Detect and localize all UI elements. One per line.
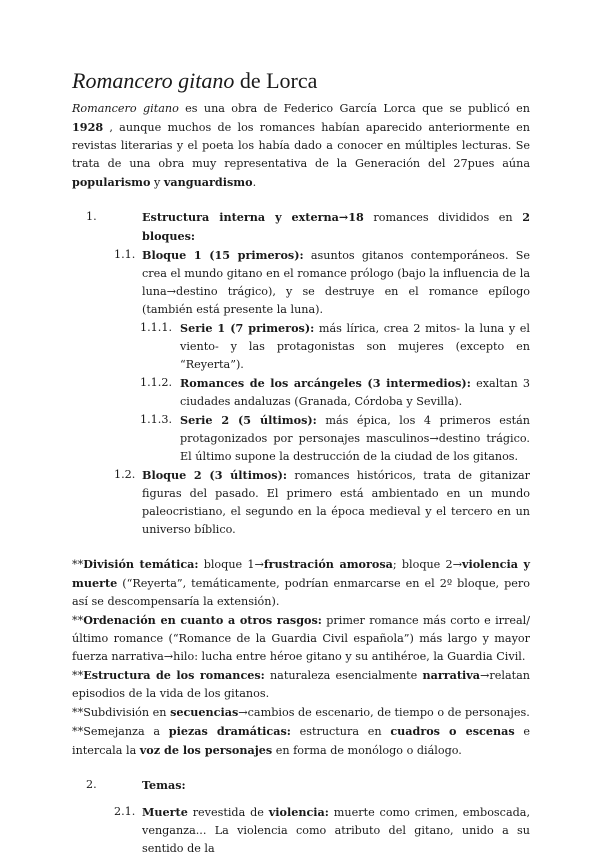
note-5-text-1: estructura en	[290, 725, 391, 738]
note-4-text: →cambios de escenario, de tiempo o de personajes.	[238, 706, 530, 719]
note-4-prefix: **Subdivisión en	[72, 706, 171, 719]
note-estructura-romances	[72, 666, 530, 703]
section-1-1-3-text: más épica, los 4 primeros están protagonizados por personajes masculinos→destino trágico. El último supone la destrucción de la ciudad de los gitanos.	[180, 414, 530, 463]
note-4-secuencias: secuencias	[170, 705, 239, 719]
section-1-1-3-number: 1.1.3.	[140, 413, 173, 426]
section-1-1-1-heading: Serie 1 (7 primeros):	[180, 321, 315, 335]
section-1-heading: Estructura interna y externa→18	[142, 210, 364, 224]
section-1-1-heading: Bloque 1 (15 primeros):	[142, 248, 304, 262]
note-1-text-3: (“Reyerta”, temáticamente, podrían enmarcarse en el 2º bloque, pero así se descompensaría la extensión).	[72, 577, 530, 608]
section-1-1-2-text: exaltan 3 ciudades andaluzas (Granada, Córdoba y Sevilla).	[180, 377, 531, 408]
section-1-1-2-heading: Romances de los arcángeles (3 intermedios):	[180, 376, 471, 390]
section-1-2-number: 1.2.	[114, 468, 136, 481]
section-1-number: 1.	[86, 210, 97, 223]
section-2-1	[72, 803, 530, 858]
intro-vanguardismo: vanguardismo	[163, 175, 253, 189]
section-2-heading: Temas:	[142, 778, 186, 792]
note-division-tematica	[72, 555, 530, 611]
note-3-text-1: naturaleza esencialmente	[264, 669, 423, 682]
note-5-text-3: en forma de monólogo o diálogo.	[272, 744, 462, 757]
section-2-1-number: 2.1.	[114, 805, 136, 818]
intro-text-1: es una obra de Federico García Lorca que se publicó en	[178, 102, 531, 115]
note-2-text: primer romance más corto e irreal/ último romance (“Romance de la Guardia Civil española”) más largo y mayor fuerza narrativa→hilo: lucha entre héroe gitano y su antihéroe, la Guardia Civil.	[72, 614, 530, 663]
section-1-1	[72, 246, 530, 319]
section-1-1-text: asuntos gitanos contemporáneos. Se crea el mundo gitano en el romance prólogo (bajo la influencia de la luna→destino trágico), y se destruye en el romance epílogo (también está presente la luna).	[142, 249, 530, 316]
section-2	[72, 776, 530, 795]
note-1-prefix: **	[72, 558, 84, 571]
section-1-1-2	[72, 374, 530, 411]
note-1-violencia: violencia y muerte	[72, 557, 530, 590]
title-italic: Romancero gitano	[72, 68, 235, 93]
title-rest: de Lorca	[234, 68, 318, 93]
section-1-1-3-heading: Serie 2 (5 últimos):	[180, 413, 317, 427]
note-5-heading: piezas dramáticas:	[168, 724, 291, 738]
note-2-prefix: **	[72, 614, 84, 627]
intro-work-title: Romancero gitano	[72, 102, 179, 115]
note-semejanza	[72, 722, 530, 760]
section-1-1-1	[72, 319, 530, 374]
note-subdivision	[72, 703, 530, 722]
note-3-text-2: →relatan episodios de la vida de los gitanos.	[72, 669, 530, 700]
intro-text-2: , aunque muchos de los romances habían aparecido anteriormente en revistas literarias y el poeta los había dado a conocer en múltiples lecturas. Se trata de una obra muy representativa de la Generación del 27pues aúna	[72, 121, 530, 170]
note-5-cuadros: cuadros o escenas	[390, 724, 515, 738]
section-2-1-text-2: muerte como crimen, emboscada, venganza... La violencia como atributo del gitano, unido a su sentido de la	[142, 806, 530, 855]
section-1-1-number: 1.1.	[114, 248, 136, 261]
intro-year: 1928	[72, 120, 104, 134]
section-1-1-1-text: más lírica, crea 2 mitos- la luna y el viento- y las protagonistas son mujeres (excepto en “Reyerta”).	[180, 322, 530, 371]
note-1-text-2: ; bloque 2→	[392, 558, 462, 571]
intro-text-3: y	[150, 176, 164, 189]
section-2-1-heading: Muerte	[142, 805, 188, 819]
note-1-text-1: bloque 1→	[198, 558, 264, 571]
intro-paragraph	[72, 100, 530, 192]
note-3-heading: Estructura de los romances:	[83, 668, 265, 682]
section-1-text: romances divididos en	[363, 211, 523, 224]
section-2-1-text-1: revestida de	[187, 806, 269, 819]
note-5-voz: voz de los personajes	[139, 743, 273, 757]
note-2-heading: Ordenación en cuanto a otros rasgos:	[83, 613, 322, 627]
note-ordenacion	[72, 611, 530, 666]
document-title	[72, 68, 530, 94]
note-3-prefix: **	[72, 669, 84, 682]
section-1	[72, 208, 530, 246]
note-1-heading: División temática:	[83, 557, 199, 571]
section-1-1-1-number: 1.1.1.	[140, 321, 173, 334]
section-1-1-3	[72, 411, 530, 466]
section-1-bloques: 2 bloques:	[142, 210, 531, 243]
note-1-frustracion: frustración amorosa	[263, 557, 393, 571]
note-5-text-2: e intercala la	[72, 725, 530, 757]
section-1-1-2-number: 1.1.2.	[140, 376, 173, 389]
note-3-narrativa: narrativa	[422, 668, 481, 682]
intro-popularismo: popularismo	[72, 175, 151, 189]
note-5-prefix: **Semejanza a	[72, 725, 169, 738]
section-1-2	[72, 466, 530, 539]
intro-text-4: .	[252, 176, 257, 189]
section-1-2-text: romances históricos, trata de gitanizar figuras del pasado. El primero está ambientado en un mundo paleocristiano, el segundo en la época medieval y el tercero en un universo bíblico.	[142, 469, 530, 536]
section-2-1-violencia: violencia:	[268, 805, 329, 819]
section-2-number: 2.	[86, 778, 97, 791]
section-1-2-heading: Bloque 2 (3 últimos):	[142, 468, 287, 482]
